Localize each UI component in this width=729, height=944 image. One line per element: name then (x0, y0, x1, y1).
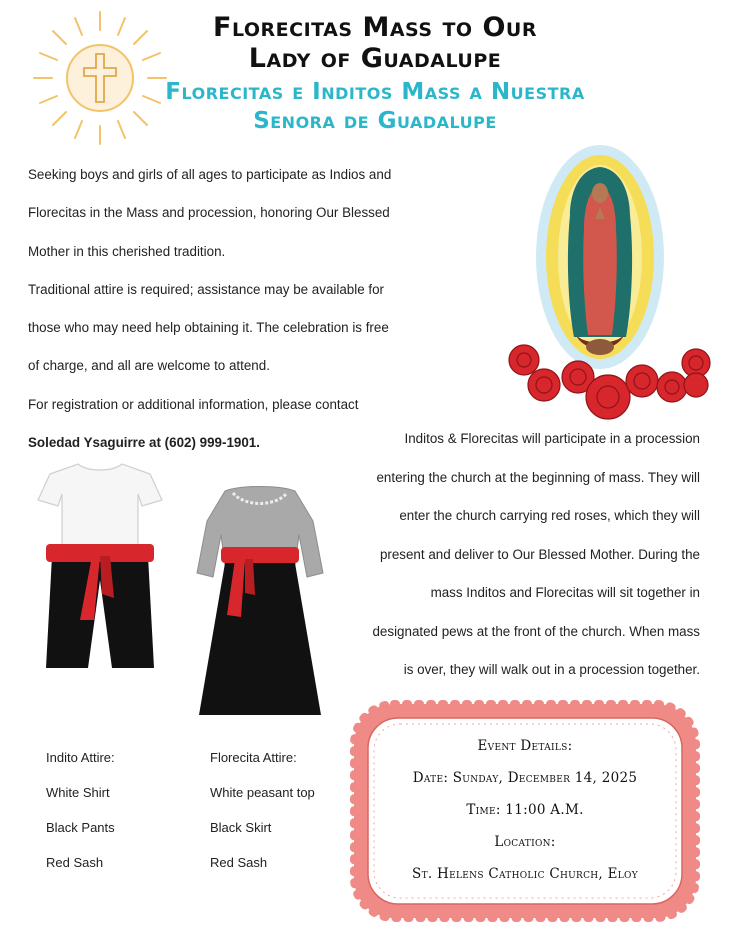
subtitle-line-1: Florecitas e Inditos Mass a Nuestra (165, 79, 585, 105)
intro-line: Mother in this cherished tradition. (28, 243, 226, 259)
procession-line: Inditos & Florecitas will participate in a procession (404, 431, 700, 446)
intro-line: those who may need help obtaining it. The celebration is free (28, 320, 389, 336)
title-line-2: Lady of Guadalupe (248, 43, 502, 74)
list-item: Red Sash (210, 855, 268, 870)
event-details-text (350, 730, 700, 890)
event-heading: Event Details: (477, 738, 573, 754)
indito-attire-list (46, 740, 196, 880)
procession-line: entering the church at the beginning of mass. They will (376, 469, 700, 485)
page-subtitle (150, 78, 600, 136)
intro-line: Florecitas in the Mass and procession, honoring Our Blessed (28, 205, 390, 221)
intro-text (28, 156, 428, 462)
list-item: White peasant top (210, 785, 315, 800)
indito-attire-heading: Indito Attire: (46, 750, 115, 765)
intro-line: of charge, and all are welcome to attend. (28, 358, 270, 374)
event-location: St. Helens Catholic Church, Eloy (412, 866, 638, 882)
procession-text (330, 420, 700, 690)
subtitle-line-2: Senora de Guadalupe (253, 108, 497, 134)
title-line-1: Florecitas Mass to Our (213, 12, 537, 43)
list-item: Red Sash (46, 855, 104, 870)
event-location-label: Location: (494, 834, 556, 850)
procession-line: is over, they will walk out in a procession together. (403, 662, 700, 677)
indito-outfit-illustration (30, 460, 170, 680)
list-item: White Shirt (46, 785, 110, 800)
procession-line: present and deliver to Our Blessed Mother. During the (379, 546, 700, 562)
intro-line: Seeking boys and girls of all ages to participate as Indios and (28, 167, 392, 182)
event-details-box (350, 700, 700, 922)
procession-line: designated pews at the front of the church. When mass (372, 623, 700, 639)
list-item: Black Skirt (210, 820, 272, 835)
list-item: Black Pants (46, 820, 115, 835)
contact-info: Soledad Ysaguirre at (602) 999-1901. (28, 435, 260, 451)
florecita-attire-heading: Florecita Attire: (210, 750, 297, 765)
intro-line: Traditional attire is required; assistance may be available for (28, 281, 385, 297)
event-date: Date: Sunday, December 14, 2025 (412, 770, 638, 786)
event-time: Time: 11:00 A.M. (466, 802, 584, 818)
our-lady-of-guadalupe-illustration (500, 145, 720, 430)
intro-line: For registration or additional information, please contact (28, 396, 359, 412)
procession-line: mass Inditos and Florecitas will sit together in (430, 585, 700, 600)
procession-line: enter the church carrying red roses, which they will (399, 508, 700, 523)
page-title (140, 12, 610, 74)
florecita-attire-list (210, 740, 360, 880)
florecita-outfit-illustration (195, 485, 325, 725)
